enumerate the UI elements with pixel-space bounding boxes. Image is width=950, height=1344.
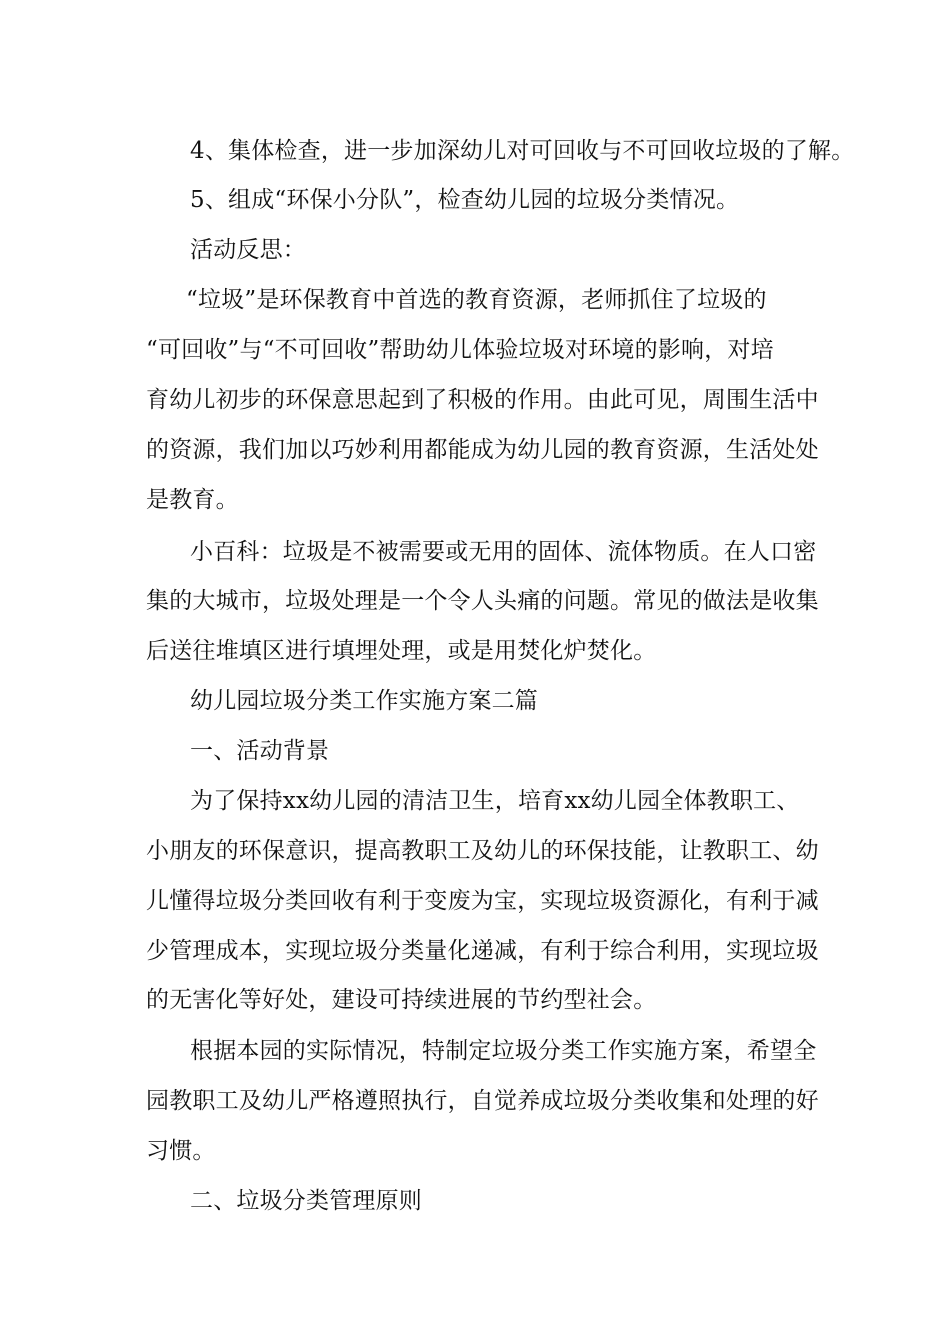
text-line: 少管理成本，实现垃圾分类量化递减，有利于综合利用，实现垃圾 [146,938,819,964]
section-heading: 二、垃圾分类管理原则 [190,1188,422,1214]
text-line: 园教职工及幼儿严格遵照执行，自觉养成垃圾分类收集和处理的好 [146,1088,819,1114]
text-line: “可回收”与“不可回收”帮助幼儿体验垃圾对环境的影响，对培 [146,337,774,363]
text-line: 的无害化等好处，建设可持续进展的节约型社会。 [146,987,657,1013]
text-line: 4、集体检查，进一步加深幼儿对可回收与不可回收垃圾的了解。 [190,138,855,164]
text-line: 的资源，我们加以巧妙利用都能成为幼儿园的教育资源，生活处处 [146,437,819,463]
text-line: 为了保持xx幼儿园的清洁卫生，培育xx幼儿园全体教职工、 [190,788,800,814]
text-line: 集的大城市，垃圾处理是一个令人头痛的问题。常见的做法是收集 [146,588,819,614]
document-title: 幼儿园垃圾分类工作实施方案二篇 [190,688,538,714]
text-line: 根据本园的实际情况，特制定垃圾分类工作实施方案，希望全 [190,1038,817,1064]
text-line: 是教育。 [146,487,239,513]
text-line: 习惯。 [146,1138,216,1164]
section-heading: 活动反思： [190,237,306,263]
text-line: 后送往堆填区进行填埋处理，或是用焚化炉焚化。 [146,638,657,664]
text-line: “垃圾”是环保教育中首选的教育资源，老师抓住了垃圾的 [186,287,767,313]
text-line: 小百科：垃圾是不被需要或无用的固体、流体物质。在人口密 [190,539,817,565]
text-line: 5、组成“环保小分队”，检查幼儿园的垃圾分类情况。 [190,187,740,213]
text-line: 育幼儿初步的环保意思起到了积极的作用。由此可见，周围生活中 [146,387,819,413]
section-heading: 一、活动背景 [190,738,330,764]
text-line: 儿懂得垃圾分类回收有利于变废为宝，实现垃圾资源化，有利于减 [146,888,819,914]
text-line: 小朋友的环保意识，提高教职工及幼儿的环保技能，让教职工、幼 [146,838,819,864]
